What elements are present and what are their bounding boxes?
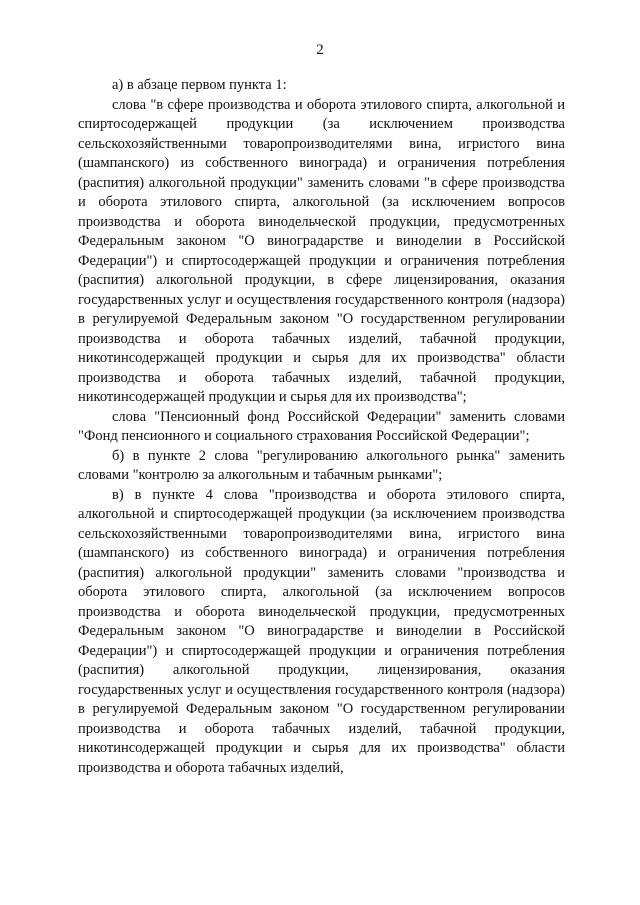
document-body [78,76,565,778]
paragraph-item-a: а) в абзаце первом пункта 1: [112,77,287,93]
paragraph-words-replacement-2: слова "Пенсионный фонд Российской Федерации" заменить словами "Фонд пенсионного и социального страхования Российской Федерации"; [78,408,565,444]
paragraph-words-replacement-1: слова "в сфере производства и оборота этилового спирта, алкогольной и спиртосодержащей продукции (за исключением производства сельскохозяйственными товаропроизводителями вина, игристого вина (шампанского) из собственного винограда) и ограничения потребления (распития) алкогольной продукции" заменить словами "в сфере производства и оборота этилового спирта, алкогольной (за исключением вопросов производства и оборота винодельческой продукции, предусмотренных Федеральным законом "О виноградарстве и виноделии в Российской Федерации") и спиртосодержащей продукции и ограничения потребления (распития) алкогольной продукции, в сфере лицензирования, оказания государственных услуг и осуществления государственного контроля (надзора) в регулируемой Федеральным законом "О государственном регулировании производства и оборота табачных изделий, табачной продукции, никотинсодержащей продукции и сырья для их производства" области производства и оборота табачных изделий, табачной продукции, никотинсодержащей продукции и сырья для их производства"; [78,96,565,405]
paragraph-item-b: б) в пункте 2 слова "регулированию алкогольного рынка" заменить словами "контролю за алкогольным и табачным рынками"; [78,447,565,483]
page-number: 2 [316,42,324,58]
paragraph-item-v: в) в пункте 4 слова "производства и оборота этилового спирта, алкогольной и спиртосодержащей продукции (за исключением производства сельскохозяйственными товаропроизводителями вина, игристого вина (шампанского) из собственного винограда) и ограничения потребления (распития) алкогольной продукции" заменить словами "производства и оборота этилового спирта, алкогольной (за исключением вопросов производства и оборота винодельческой продукции, предусмотренных Федеральным законом "О виноградарстве и виноделии в Российской Федерации") и спиртосодержащей продукции и ограничения потребления (распития) алкогольной продукции, лицензирования, оказания государственных услуг и осуществления государственного контроля (надзора) в регулируемой Федеральным законом "О государственном регулировании производства и оборота табачных изделий, табачной продукции, никотинсодержащей продукции и сырья для их производства" области производства и оборота табачных изделий, [78,486,565,776]
